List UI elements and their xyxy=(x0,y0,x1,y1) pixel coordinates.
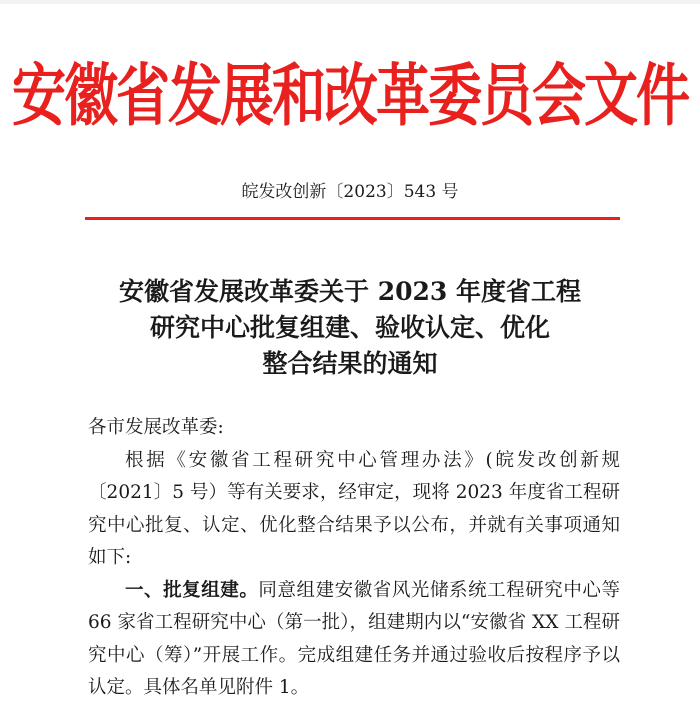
paragraph-section-1 xyxy=(88,575,620,705)
issuer-masthead: 安徽省发展和改革委员会文件 xyxy=(12,56,688,135)
section-1-text: 同意组建安徽省风光储系统工程研究中心等 66 家省工程研究中心（第一批），组建期内以“安徽省 XX 工程研究中心（筹）”开展工作。完成组建任务并通过验收后按程序予以认定。具体名单见附件 1。 xyxy=(88,579,620,698)
title-line-1: 安徽省发展改革委关于 2023 年度省工程 xyxy=(119,277,581,306)
document-title xyxy=(0,274,700,382)
section-1-heading: 一、批复组建。 xyxy=(125,579,259,601)
document-body xyxy=(88,412,620,705)
document-number: 皖发改创新〔2023〕543 号 xyxy=(241,182,459,202)
paragraph-basis: 根据《安徽省工程研究中心管理办法》(皖发改创新规〔2021〕5 号）等有关要求，经审定，现将 2023 年度省工程研究中心批复、认定、优化整合结果予以公布，并就有关事项通知如下: xyxy=(88,449,620,568)
title-line-2: 研究中心批复组建、验收认定、优化 xyxy=(149,313,550,342)
salutation: 各市发展改革委: xyxy=(88,417,224,438)
page-top-edge xyxy=(0,0,700,4)
red-divider-line xyxy=(85,217,620,220)
title-line-3: 整合结果的通知 xyxy=(262,349,438,378)
